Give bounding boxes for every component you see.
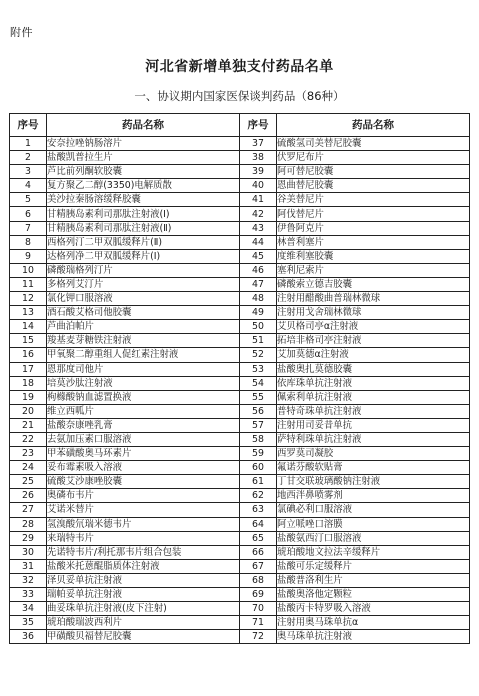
table-header-row [10, 114, 470, 137]
table-row [10, 616, 470, 630]
drug-name-right: 注射用奥马珠单抗α [277, 616, 470, 630]
drug-name-right: 塞利尼索片 [277, 263, 470, 277]
drug-name-right: 注射用戈舍瑞林微球 [277, 306, 470, 320]
drug-name-right: 盐酸丙卡特罗吸入溶液 [277, 602, 470, 616]
drug-name-left: 琥珀酸瑞波西利片 [47, 616, 240, 630]
drug-name-left: 氢溴酸氘瑞米德韦片 [47, 517, 240, 531]
drug-name-right: 注射用醋酸曲普瑞林微球 [277, 292, 470, 306]
drug-name-right: 依库珠单抗注射液 [277, 376, 470, 390]
row-number-right: 54 [240, 376, 277, 390]
table-row [10, 249, 470, 263]
row-number-right: 52 [240, 348, 277, 362]
drug-name-left: 多格列艾汀片 [47, 277, 240, 291]
row-number-left: 23 [10, 447, 47, 461]
drug-name-left: 芦曲泊帕片 [47, 320, 240, 334]
drug-name-right: 谷美替尼片 [277, 193, 470, 207]
drug-name-left: 氯化钾口服溶液 [47, 292, 240, 306]
row-number-right: 39 [240, 165, 277, 179]
row-number-right: 44 [240, 235, 277, 249]
row-number-right: 50 [240, 320, 277, 334]
drug-name-right: 盐酸可乐定缓释片 [277, 559, 470, 573]
drug-name-right: 艾贝格司亭α注射液 [277, 320, 470, 334]
row-number-left: 16 [10, 348, 47, 362]
drug-name-right: 地西泮鼻喷雾剂 [277, 489, 470, 503]
drug-name-right: 氯碘必利口服溶液 [277, 503, 470, 517]
row-number-right: 62 [240, 489, 277, 503]
table-row [10, 235, 470, 249]
row-number-right: 38 [240, 151, 277, 165]
drug-name-left: 芦比前列酮软胶囊 [47, 165, 240, 179]
row-number-right: 64 [240, 517, 277, 531]
table-row [10, 531, 470, 545]
table-row [10, 573, 470, 587]
drug-name-left: 盐酸奈康唑乳膏 [47, 418, 240, 432]
row-number-right: 46 [240, 263, 277, 277]
drug-name-right: 奥马珠单抗注射液 [277, 630, 470, 644]
drug-name-left: 盐酸米托蒽醌脂质体注射液 [47, 559, 240, 573]
row-number-left: 5 [10, 193, 47, 207]
row-number-right: 48 [240, 292, 277, 306]
drug-name-right: 盐酸普洛利生片 [277, 573, 470, 587]
row-number-right: 65 [240, 531, 277, 545]
row-number-left: 8 [10, 235, 47, 249]
row-number-right: 66 [240, 545, 277, 559]
row-number-left: 7 [10, 221, 47, 235]
row-number-right: 47 [240, 277, 277, 291]
drug-name-left: 妥布霉素吸入溶液 [47, 461, 240, 475]
drug-name-right: 氟诺芬酸软贴膏 [277, 461, 470, 475]
row-number-left: 15 [10, 334, 47, 348]
table-row [10, 376, 470, 390]
row-number-right: 56 [240, 404, 277, 418]
drug-name-left: 泽贝妥单抗注射液 [47, 573, 240, 587]
drug-name-left: 甲苯磺酸奥马环素片 [47, 447, 240, 461]
table-row [10, 362, 470, 376]
row-number-left: 21 [10, 418, 47, 432]
drug-name-right: 佩索利单抗注射液 [277, 390, 470, 404]
row-number-right: 63 [240, 503, 277, 517]
row-number-right: 37 [240, 137, 277, 151]
drug-name-right: 恩曲替尼胶囊 [277, 179, 470, 193]
header-number-left: 序号 [10, 114, 47, 137]
drug-name-left: 瑞帕妥单抗注射液 [47, 588, 240, 602]
drug-name-right: 磷酸索立德吉胶囊 [277, 277, 470, 291]
row-number-left: 10 [10, 263, 47, 277]
drug-name-right: 丁甘交联玻璃酸钠注射液 [277, 475, 470, 489]
row-number-left: 35 [10, 616, 47, 630]
row-number-left: 3 [10, 165, 47, 179]
table-row [10, 334, 470, 348]
drug-name-right: 拓培非格司亭注射液 [277, 334, 470, 348]
row-number-left: 4 [10, 179, 47, 193]
row-number-left: 12 [10, 292, 47, 306]
page-title: 河北省新增单独支付药品名单 [145, 59, 334, 75]
row-number-left: 17 [10, 362, 47, 376]
row-number-left: 6 [10, 207, 47, 221]
drug-name-left: 枸橼酸钠血滤置换液 [47, 390, 240, 404]
row-number-right: 59 [240, 447, 277, 461]
drug-name-left: 甘精胰岛素利司那肽注射液(Ⅰ) [47, 207, 240, 221]
row-number-right: 58 [240, 432, 277, 446]
table-row [10, 277, 470, 291]
row-number-left: 32 [10, 573, 47, 587]
drug-name-right: 注射用司妥昔单抗 [277, 418, 470, 432]
row-number-right: 40 [240, 179, 277, 193]
table-row [10, 207, 470, 221]
drug-name-right: 盐酸奥扎莫德胶囊 [277, 362, 470, 376]
row-number-left: 34 [10, 602, 47, 616]
row-number-left: 20 [10, 404, 47, 418]
row-number-left: 30 [10, 545, 47, 559]
row-number-right: 42 [240, 207, 277, 221]
header-drug-name-left: 药品名称 [47, 114, 240, 137]
row-number-left: 14 [10, 320, 47, 334]
drug-name-left: 美沙拉秦肠溶缓释胶囊 [47, 193, 240, 207]
row-number-left: 28 [10, 517, 47, 531]
drug-name-right: 盐酸奥洛他定颗粒 [277, 588, 470, 602]
table-row [10, 432, 470, 446]
drug-name-left: 恩那度司他片 [47, 362, 240, 376]
row-number-left: 2 [10, 151, 47, 165]
drug-name-left: 盐酸凯普拉生片 [47, 151, 240, 165]
drug-name-right: 阿立哌唑口溶膜 [277, 517, 470, 531]
drug-name-left: 曲妥珠单抗注射液(皮下注射) [47, 602, 240, 616]
table-row [10, 165, 470, 179]
row-number-right: 68 [240, 573, 277, 587]
table-row [10, 503, 470, 517]
drug-list-table [9, 113, 470, 644]
table-row [10, 306, 470, 320]
row-number-left: 1 [10, 137, 47, 151]
row-number-right: 55 [240, 390, 277, 404]
drug-name-left: 磷酸瑞格列汀片 [47, 263, 240, 277]
drug-name-right: 伊鲁阿克片 [277, 221, 470, 235]
drug-name-left: 甲氧聚二醇重组人促红素注射液 [47, 348, 240, 362]
drug-name-left: 艾诺米替片 [47, 503, 240, 517]
row-number-left: 19 [10, 390, 47, 404]
drug-name-left: 安奈拉唑钠肠溶片 [47, 137, 240, 151]
drug-name-right: 硫酸氢司美替尼胶囊 [277, 137, 470, 151]
drug-name-left: 甘精胰岛素利司那肽注射液(Ⅱ) [47, 221, 240, 235]
drug-name-left: 培莫沙肽注射液 [47, 376, 240, 390]
drug-name-left: 奥磷布韦片 [47, 489, 240, 503]
drug-name-right: 艾加莫德α注射液 [277, 348, 470, 362]
row-number-left: 27 [10, 503, 47, 517]
table-row [10, 588, 470, 602]
row-number-left: 18 [10, 376, 47, 390]
drug-name-right: 西罗莫司凝胶 [277, 447, 470, 461]
row-number-right: 60 [240, 461, 277, 475]
drug-name-right: 盐酸氨西汀口服溶液 [277, 531, 470, 545]
drug-name-right: 琥珀酸地文拉法辛缓释片 [277, 545, 470, 559]
header-number-right: 序号 [240, 114, 277, 137]
table-row [10, 545, 470, 559]
row-number-right: 67 [240, 559, 277, 573]
drug-name-left: 先诺特韦片/利托那韦片组合包装 [47, 545, 240, 559]
table-row [10, 193, 470, 207]
row-number-right: 49 [240, 306, 277, 320]
row-number-left: 24 [10, 461, 47, 475]
row-number-right: 70 [240, 602, 277, 616]
drug-name-right: 度维利塞胶囊 [277, 249, 470, 263]
row-number-left: 36 [10, 630, 47, 644]
table-row [10, 461, 470, 475]
row-number-right: 51 [240, 334, 277, 348]
table-row [10, 404, 470, 418]
drug-name-left: 羧基麦芽糖铁注射液 [47, 334, 240, 348]
section-subtitle: 一、协议期内国家医保谈判药品（86种） [134, 89, 345, 103]
drug-name-right: 普特奇珠单抗注射液 [277, 404, 470, 418]
row-number-left: 33 [10, 588, 47, 602]
table-row [10, 221, 470, 235]
drug-name-left: 复方聚乙二醇(3350)电解质散 [47, 179, 240, 193]
table-row [10, 390, 470, 404]
row-number-right: 69 [240, 588, 277, 602]
row-number-left: 13 [10, 306, 47, 320]
table-row [10, 320, 470, 334]
row-number-right: 41 [240, 193, 277, 207]
table-row [10, 475, 470, 489]
table-row [10, 602, 470, 616]
table-row [10, 151, 470, 165]
row-number-right: 53 [240, 362, 277, 376]
drug-name-left: 去氨加压素口服溶液 [47, 432, 240, 446]
drug-name-right: 阿可替尼胶囊 [277, 165, 470, 179]
drug-name-left: 甲磺酸贝福替尼胶囊 [47, 630, 240, 644]
table-row [10, 292, 470, 306]
table-row [10, 418, 470, 432]
table-row [10, 179, 470, 193]
row-number-left: 29 [10, 531, 47, 545]
table-row [10, 348, 470, 362]
drug-name-right: 萨特利珠单抗注射液 [277, 432, 470, 446]
row-number-left: 25 [10, 475, 47, 489]
table-row [10, 489, 470, 503]
row-number-left: 31 [10, 559, 47, 573]
row-number-left: 22 [10, 432, 47, 446]
table-row [10, 559, 470, 573]
row-number-right: 71 [240, 616, 277, 630]
drug-name-left: 酒石酸艾格司他胶囊 [47, 306, 240, 320]
drug-name-left: 维立西呱片 [47, 404, 240, 418]
drug-name-left: 来瑞特韦片 [47, 531, 240, 545]
attachment-label: 附件 [10, 26, 33, 39]
row-number-left: 11 [10, 277, 47, 291]
table-row [10, 263, 470, 277]
row-number-left: 9 [10, 249, 47, 263]
row-number-left: 26 [10, 489, 47, 503]
table-row [10, 447, 470, 461]
row-number-right: 61 [240, 475, 277, 489]
row-number-right: 72 [240, 630, 277, 644]
drug-name-right: 阿伐替尼片 [277, 207, 470, 221]
table-row [10, 517, 470, 531]
drug-name-left: 达格列净二甲双胍缓释片(Ⅰ) [47, 249, 240, 263]
drug-name-left: 西格列汀二甲双胍缓释片(Ⅱ) [47, 235, 240, 249]
drug-name-right: 林普利塞片 [277, 235, 470, 249]
row-number-right: 45 [240, 249, 277, 263]
table-row [10, 137, 470, 151]
row-number-right: 57 [240, 418, 277, 432]
table-row [10, 630, 470, 644]
header-drug-name-right: 药品名称 [277, 114, 470, 137]
drug-name-right: 伏罗尼布片 [277, 151, 470, 165]
drug-name-left: 硫酸艾沙康唑胶囊 [47, 475, 240, 489]
row-number-right: 43 [240, 221, 277, 235]
